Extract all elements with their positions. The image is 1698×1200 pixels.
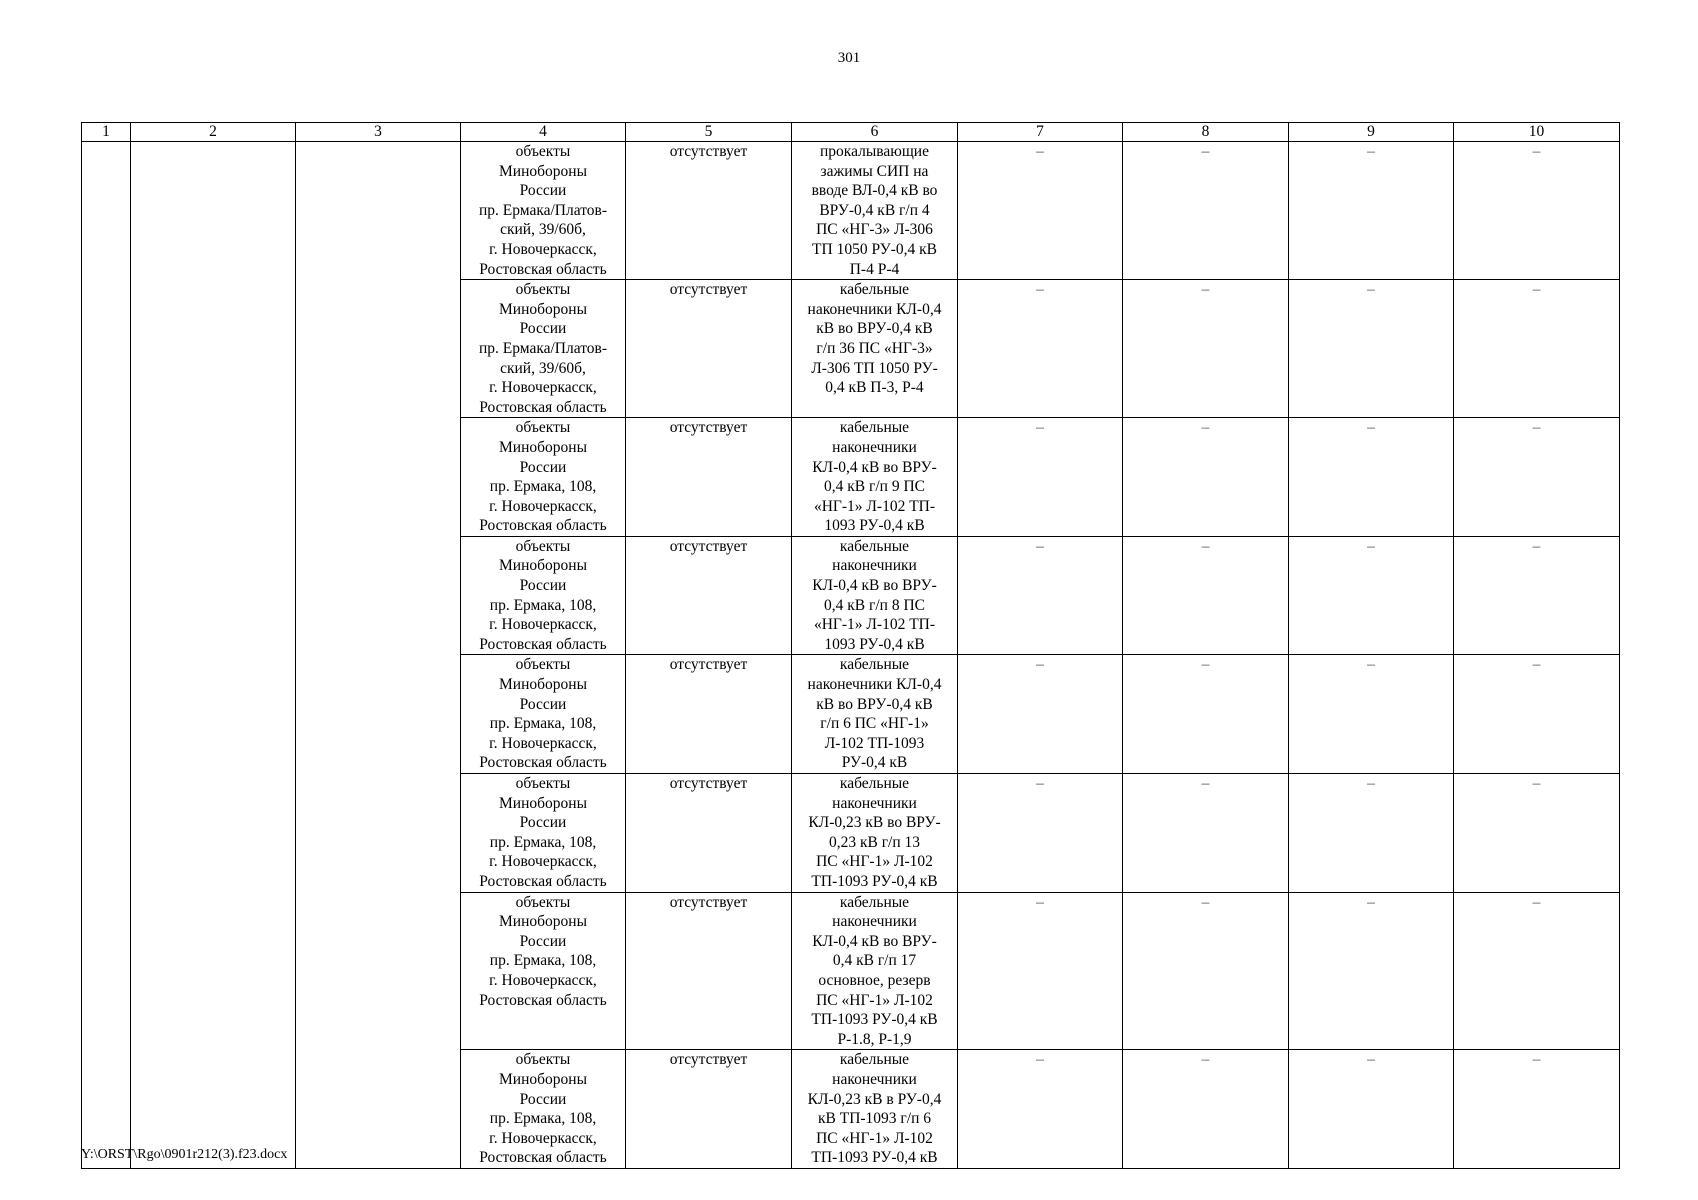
cell-text: – xyxy=(1201,537,1210,555)
table-cell-col4 xyxy=(461,536,626,655)
table-cell-col7 xyxy=(958,774,1123,893)
table-cell-col8 xyxy=(1123,1050,1289,1169)
table-cell-col9 xyxy=(1289,142,1454,280)
cell-text: – xyxy=(1201,775,1210,792)
table-cell-col6 xyxy=(792,280,958,418)
cell-text: объекты Минобороны России пр. Ермака/Платов- ский, 39/60б, г. Новочеркасск, Ростовская область xyxy=(478,281,608,416)
cell-text: отсутствует xyxy=(669,656,748,674)
merged-empty-cell-col-3 xyxy=(296,142,461,1169)
cell-text: – xyxy=(1532,537,1541,555)
cell-text: – xyxy=(1367,537,1375,555)
table-cell-col4 xyxy=(461,280,626,418)
table-cell-col8 xyxy=(1123,774,1289,893)
cell-text: отсутствует xyxy=(669,143,748,160)
table-body xyxy=(82,142,1620,1169)
header-cell-5: 5 xyxy=(626,123,792,142)
cell-text: кабельные наконечники КЛ-0,23 кВ в РУ-0,4 кВ ТП-1093 г/п 6 ПС «НГ-1» Л-102 ТП-1093 РУ-0,4 кВ xyxy=(807,1051,942,1167)
cell-text: кабельные наконечники КЛ-0,4 кВ во ВРУ-0,4 кВ г/п 6 ПС «НГ-1» Л-102 ТП-1093 РУ-0,4 кВ xyxy=(807,656,942,772)
cell-text: кабельные наконечники КЛ-0,23 кВ во ВРУ- 0,23 кВ г/п 13 ПС «НГ-1» Л-102 ТП-1093 РУ-0,4 кВ xyxy=(808,775,941,890)
table-cell-col10 xyxy=(1454,892,1620,1050)
table-cell-col10 xyxy=(1454,418,1620,537)
header-cell-2: 2 xyxy=(131,123,296,142)
cell-text: – xyxy=(1036,775,1044,792)
table-cell-col8 xyxy=(1123,142,1289,280)
table-cell-col6 xyxy=(792,1050,958,1169)
cell-text: отсутствует xyxy=(669,1051,748,1069)
cell-text: – xyxy=(1036,1051,1044,1069)
table-cell-col4 xyxy=(461,774,626,893)
cell-text: объекты Минобороны России пр. Ермака, 108, г. Новочеркасск, Ростовская область xyxy=(479,419,607,535)
table-cell-col10 xyxy=(1454,536,1620,655)
table-cell-col8 xyxy=(1123,892,1289,1050)
cell-text: кабельные наконечники КЛ-0,4 кВ во ВРУ- 0,4 кВ г/п 9 ПС «НГ-1» Л-102 ТП- 1093 РУ-0,4 кВ xyxy=(812,419,937,535)
table-cell-col7 xyxy=(958,536,1123,655)
table-cell-col10 xyxy=(1454,1050,1620,1169)
table-cell-col10 xyxy=(1454,142,1620,280)
cell-text: – xyxy=(1367,281,1375,299)
cell-text: – xyxy=(1201,143,1210,160)
cell-text: – xyxy=(1036,143,1044,160)
table-cell-col7 xyxy=(958,1050,1123,1169)
cell-text: – xyxy=(1036,537,1044,555)
table-cell-col7 xyxy=(958,655,1123,774)
cell-text: отсутствует xyxy=(669,893,748,911)
cell-text: – xyxy=(1532,143,1541,160)
header-cell-7: 7 xyxy=(958,123,1123,142)
table-cell-col7 xyxy=(958,418,1123,537)
cell-text: прокалывающие зажимы СИП на вводе ВЛ-0,4 кВ во ВРУ-0,4 кВ г/п 4 ПС «НГ-3» Л-306 ТП 1050 РУ-0,4 кВ П-4 Р-4 xyxy=(811,143,938,278)
table-cell-col6 xyxy=(792,892,958,1050)
cell-text: – xyxy=(1367,1051,1375,1069)
cell-text: – xyxy=(1532,419,1541,437)
cell-text: – xyxy=(1201,656,1210,674)
table-cell-col9 xyxy=(1289,774,1454,893)
cell-text: кабельные наконечники КЛ-0,4 кВ во ВРУ-0,4 кВ г/п 36 ПС «НГ-3» Л-306 ТП 1050 РУ- 0,4 кВ П-3, Р-4 xyxy=(807,281,942,397)
table-cell-col9 xyxy=(1289,418,1454,537)
table-cell-col4 xyxy=(461,418,626,537)
header-cell-4: 4 xyxy=(461,123,626,142)
cell-text: – xyxy=(1036,281,1044,299)
table-cell-col8 xyxy=(1123,280,1289,418)
cell-text: – xyxy=(1036,419,1044,437)
cell-text: – xyxy=(1201,281,1210,299)
table-cell-col6 xyxy=(792,774,958,893)
table-cell-col4 xyxy=(461,1050,626,1169)
cell-text: – xyxy=(1367,143,1375,160)
table-cell-col6 xyxy=(792,655,958,774)
cell-text: – xyxy=(1367,893,1375,911)
header-cell-6: 6 xyxy=(792,123,958,142)
cell-text: – xyxy=(1036,893,1044,911)
table-cell-col4 xyxy=(461,655,626,774)
cell-text: объекты Минобороны России пр. Ермака, 108, г. Новочеркасск, Ростовская область xyxy=(479,656,607,772)
table-cell-col5 xyxy=(626,280,792,418)
cell-text: – xyxy=(1201,1051,1210,1069)
table-cell-col8 xyxy=(1123,655,1289,774)
header-cell-1: 1 xyxy=(82,123,131,142)
cell-text: – xyxy=(1201,893,1210,911)
table-cell-col9 xyxy=(1289,1050,1454,1169)
table-cell-col10 xyxy=(1454,280,1620,418)
table-cell-col5 xyxy=(626,418,792,537)
header-cell-9: 9 xyxy=(1289,123,1454,142)
footer-file-path: Y:\ORST\Rgo\0901r212(3).f23.docx xyxy=(81,1147,288,1162)
table-cell-col5 xyxy=(626,892,792,1050)
cell-text: – xyxy=(1367,656,1375,674)
table-cell-col6 xyxy=(792,536,958,655)
table-cell-col10 xyxy=(1454,774,1620,893)
table-cell-col9 xyxy=(1289,655,1454,774)
table-row xyxy=(82,142,1620,280)
cell-text: – xyxy=(1367,419,1375,437)
table-cell-col5 xyxy=(626,1050,792,1169)
cell-text: объекты Минобороны России пр. Ермака/Платов- ский, 39/60б, г. Новочеркасск, Ростовская область xyxy=(478,143,608,278)
table-cell-col9 xyxy=(1289,892,1454,1050)
cell-text: объекты Минобороны России пр. Ермака, 108, г. Новочеркасск, Ростовская область xyxy=(479,1051,607,1167)
table-cell-col8 xyxy=(1123,536,1289,655)
header-cell-3: 3 xyxy=(296,123,461,142)
cell-text: отсутствует xyxy=(669,537,748,555)
table-cell-col9 xyxy=(1289,536,1454,655)
header-cell-8: 8 xyxy=(1123,123,1289,142)
table-cell-col10 xyxy=(1454,655,1620,774)
table-cell-col7 xyxy=(958,142,1123,280)
table-cell-col8 xyxy=(1123,418,1289,537)
table-cell-col9 xyxy=(1289,280,1454,418)
table-cell-col5 xyxy=(626,142,792,280)
table-cell-col5 xyxy=(626,774,792,893)
table-cell-col5 xyxy=(626,536,792,655)
cell-text: – xyxy=(1532,775,1541,792)
merged-empty-cell-col-1 xyxy=(82,142,131,1169)
table-header-row xyxy=(82,123,1620,142)
cell-text: – xyxy=(1036,656,1044,674)
cell-text: – xyxy=(1367,775,1375,792)
document-table xyxy=(81,122,1620,1169)
cell-text: объекты Минобороны России пр. Ермака, 108, г. Новочеркасск, Ростовская область xyxy=(479,893,607,1009)
cell-text: отсутствует xyxy=(669,419,748,437)
cell-text: – xyxy=(1532,656,1541,674)
cell-text: – xyxy=(1532,893,1541,911)
cell-text: отсутствует xyxy=(669,775,748,792)
cell-text: отсутствует xyxy=(669,281,748,299)
page-number: 301 xyxy=(837,50,861,66)
table-cell-col4 xyxy=(461,142,626,280)
table-cell-col6 xyxy=(792,418,958,537)
cell-text: кабельные наконечники КЛ-0,4 кВ во ВРУ- 0,4 кВ г/п 8 ПС «НГ-1» Л-102 ТП- 1093 РУ-0,4 кВ xyxy=(812,537,937,653)
table-cell-col7 xyxy=(958,892,1123,1050)
cell-text: кабельные наконечники КЛ-0,4 кВ во ВРУ- 0,4 кВ г/п 17 основное, резерв ПС «НГ-1» Л-102 ТП-1093 РУ-0,4 кВ Р-1.8, Р-1,9 xyxy=(811,893,938,1048)
merged-empty-cell-col-2 xyxy=(131,142,296,1169)
cell-text: объекты Минобороны России пр. Ермака, 108, г. Новочеркасск, Ростовская область xyxy=(479,775,607,890)
cell-text: – xyxy=(1201,419,1210,437)
table-cell-col7 xyxy=(958,280,1123,418)
table-cell-col4 xyxy=(461,892,626,1050)
cell-text: – xyxy=(1532,281,1541,299)
header-cell-10: 10 xyxy=(1454,123,1620,142)
cell-text: – xyxy=(1532,1051,1541,1069)
table-cell-col6 xyxy=(792,142,958,280)
table-cell-col5 xyxy=(626,655,792,774)
cell-text: объекты Минобороны России пр. Ермака, 108, г. Новочеркасск, Ростовская область xyxy=(479,537,607,653)
